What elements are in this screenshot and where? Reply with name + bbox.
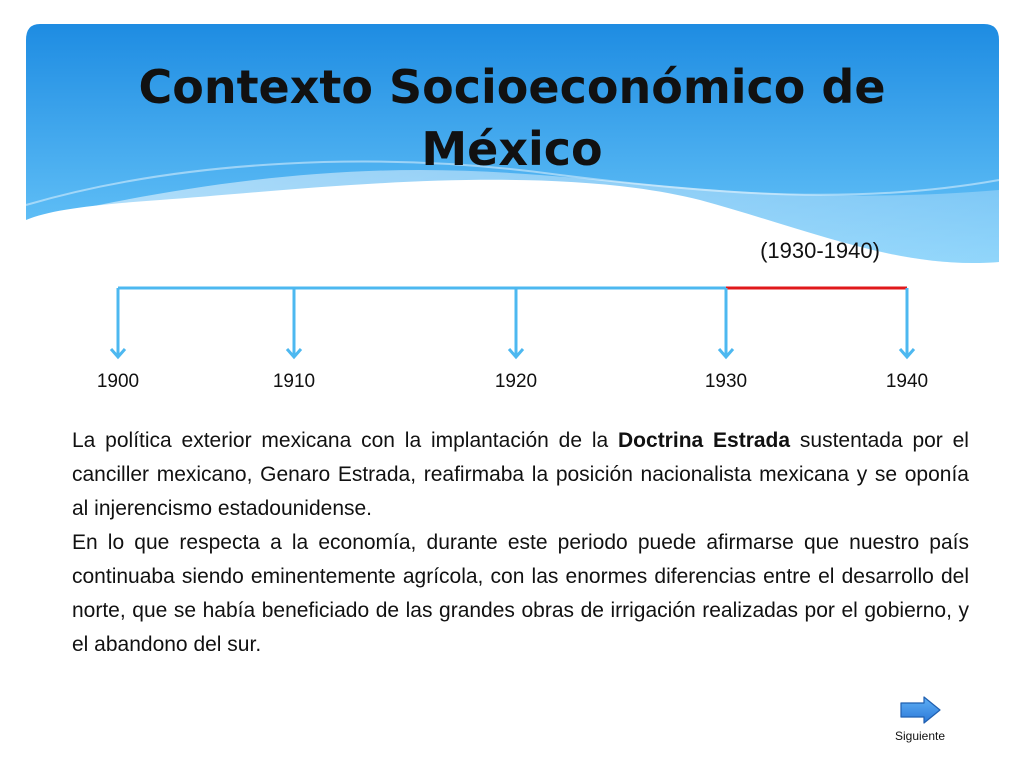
next-slide-label[interactable]: Siguiente (894, 729, 946, 743)
paragraph-1-start: La política exterior mexicana con la implantación de la (72, 429, 619, 452)
timeline-tick-1940 (900, 288, 914, 357)
body-text (72, 424, 969, 662)
right-arrow-icon[interactable] (900, 696, 942, 724)
slide-title: Contexto Socioeconómico de México (138, 60, 886, 176)
timeline (0, 275, 1024, 370)
paragraph-doctrina (72, 424, 969, 526)
next-slide-button[interactable] (882, 696, 958, 748)
timeline-tick-1900 (111, 288, 125, 357)
year-label-1900: 1900 (96, 371, 140, 392)
doctrina-estrada-term: Doctrina Estrada (618, 429, 791, 452)
period-label: (1930-1940) (760, 238, 880, 263)
paragraph-1-end: sustentada por el canciller mexicano, Genaro Estrada, reafirmaba la posición nacionalista mexicana y se oponía al injerencismo estadounidense. (72, 429, 969, 520)
timeline-tick-1910 (287, 288, 301, 357)
year-label-1930: 1930 (704, 371, 748, 392)
year-label-1920: 1920 (494, 371, 538, 392)
paragraph-economia: En lo que respecta a la economía, durante este periodo puede afirmarse que nuestro país continuaba siendo eminentemente agrícola, con las enormes diferencias entre el desarrollo del norte, que se había beneficiado de las grandes obras de irrigación realizadas por el gobierno, y el abandono del sur. (72, 531, 969, 656)
timeline-tick-1930 (719, 288, 733, 357)
year-label-1940: 1940 (885, 371, 929, 392)
year-label-1910: 1910 (272, 371, 316, 392)
timeline-tick-1920 (509, 288, 523, 357)
